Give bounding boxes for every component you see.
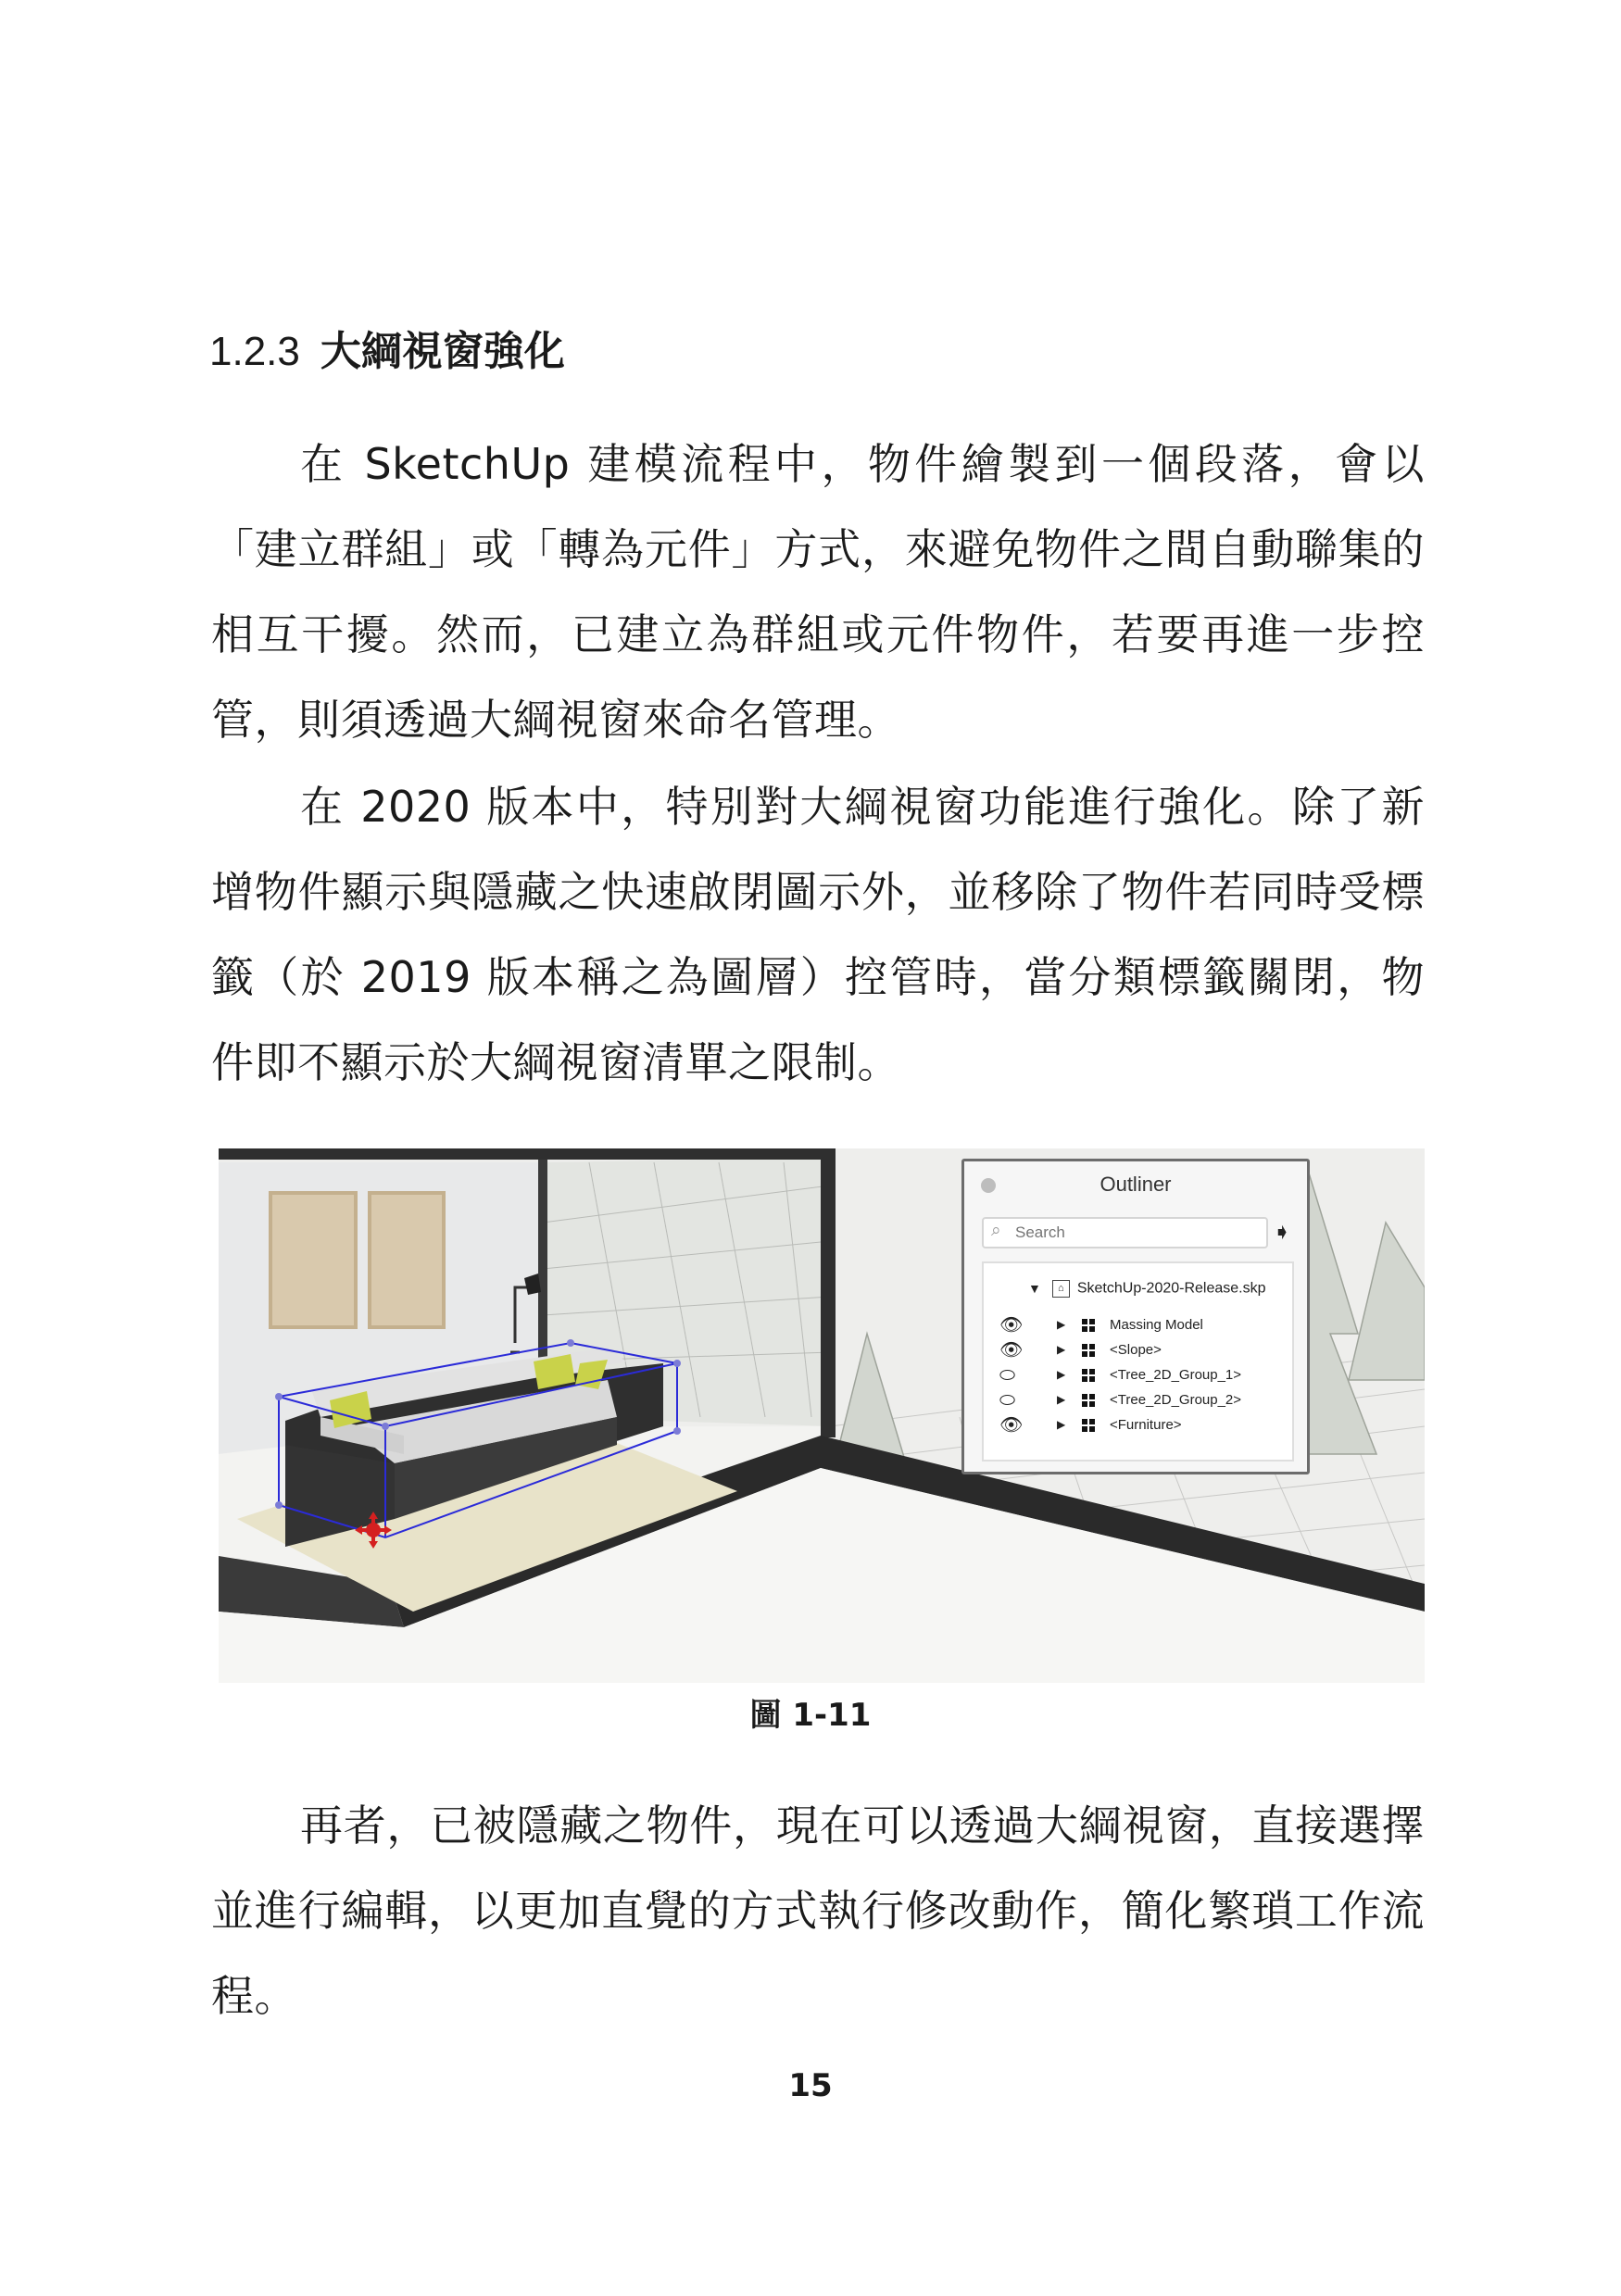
paragraph-3: 再者，已被隱藏之物件，現在可以透過大綱視窗，直接選擇並進行編輯，以更加直覺的方式執行修改動作，簡化繁瑣工作流程。 — [211, 1800, 1425, 2021]
expand-right-icon[interactable]: ▶ — [1057, 1418, 1066, 1431]
expand-right-icon[interactable]: ▶ — [1057, 1318, 1066, 1331]
outliner-item-label: <Tree_2D_Group_2> — [1110, 1392, 1242, 1408]
outliner-title: Outliner — [1100, 1173, 1172, 1196]
figure-caption: 圖 1-11 — [749, 1697, 872, 1734]
section-heading — [209, 315, 565, 389]
group-icon — [1082, 1419, 1095, 1432]
page-number: 15 — [788, 2067, 833, 2104]
outliner-item-label: <Furniture> — [1110, 1417, 1182, 1433]
eye-icon[interactable]: 👁 — [999, 1340, 1024, 1361]
section-title: 大綱視窗強化 — [320, 328, 565, 375]
group-icon — [1082, 1369, 1095, 1382]
outliner-item-label: <Slope> — [1110, 1342, 1162, 1358]
outliner-item-label: <Tree_2D_Group_1> — [1110, 1367, 1242, 1383]
outliner-item-label: Massing Model — [1110, 1317, 1203, 1333]
outliner-root[interactable] — [1028, 1280, 1266, 1298]
search-input[interactable] — [1015, 1223, 1256, 1243]
outliner-item[interactable] — [984, 1315, 1289, 1336]
search-icon: ⌕ — [991, 1221, 1001, 1240]
eye-hidden-icon[interactable]: ⬭ — [999, 1365, 1016, 1386]
outliner-export-icon[interactable]: ➧ — [1273, 1220, 1292, 1245]
outliner-item[interactable] — [984, 1340, 1289, 1361]
group-icon — [1082, 1344, 1095, 1357]
outliner-panel — [961, 1159, 1310, 1474]
eye-hidden-icon[interactable]: ⬭ — [999, 1390, 1016, 1411]
expand-right-icon[interactable]: ▶ — [1057, 1393, 1066, 1406]
section-number: 1.2.3 — [209, 329, 300, 374]
paragraph-2: 在 2020 版本中，特別對大綱視窗功能進行強化。除了新增物件顯示與隱藏之快速啟閉圖示外，並移除了物件若同時受標籤（於 2019 版本稱之為圖層）控管時，當分類標籤關閉，物件即不顯示於大綱視窗清單之限制。 — [211, 782, 1425, 1087]
root-label: SketchUp-2020-Release.skp — [1076, 1280, 1266, 1297]
outliner-item[interactable] — [984, 1365, 1289, 1386]
paragraph-1: 在 SketchUp 建模流程中，物件繪製到一個段落，會以「建立群組」或「轉為元件」方式，來避免物件之間自動聯集的相互干擾。然而，已建立為群組或元件物件，若要再進一步控管，則須透過大綱視窗來命名管理。 — [211, 439, 1425, 745]
expand-right-icon[interactable]: ▶ — [1057, 1343, 1066, 1356]
figure-screenshot — [219, 1148, 1425, 1683]
outliner-item[interactable] — [984, 1390, 1289, 1411]
outliner-search[interactable] — [982, 1217, 1268, 1248]
eye-icon[interactable]: 👁 — [999, 1415, 1024, 1436]
model-home-icon: ⌂ — [1052, 1280, 1070, 1298]
outliner-tree — [982, 1261, 1294, 1462]
outliner-item[interactable] — [984, 1415, 1289, 1436]
expand-down-icon[interactable]: ▼ — [1028, 1280, 1041, 1296]
group-icon — [1082, 1319, 1095, 1332]
expand-right-icon[interactable]: ▶ — [1057, 1368, 1066, 1381]
group-icon — [1082, 1394, 1095, 1407]
eye-icon[interactable]: 👁 — [999, 1315, 1024, 1336]
